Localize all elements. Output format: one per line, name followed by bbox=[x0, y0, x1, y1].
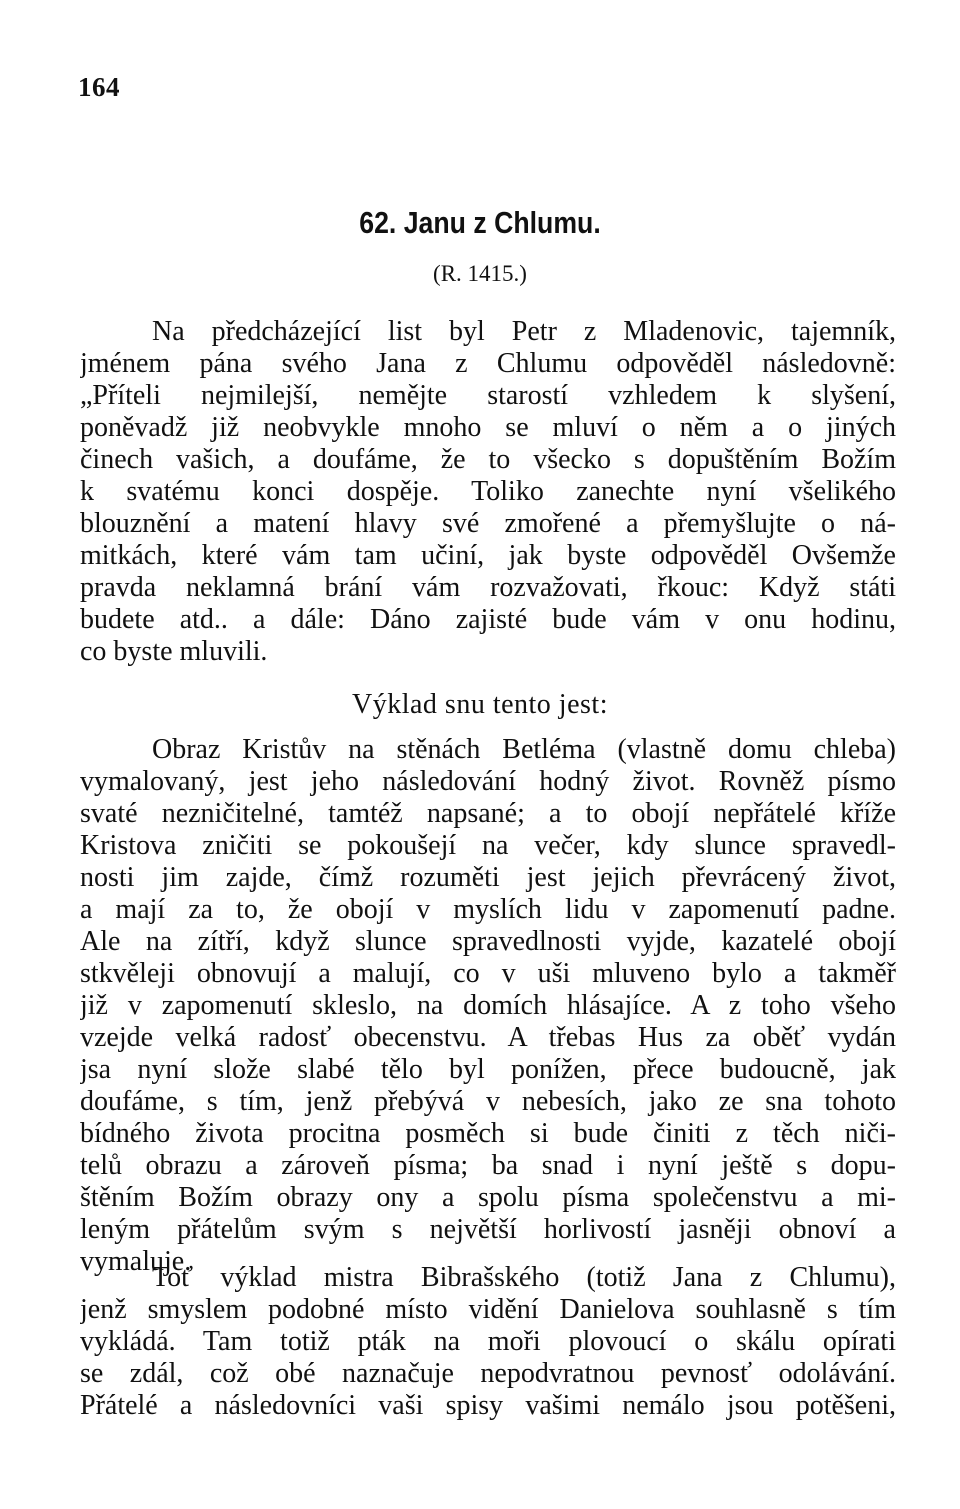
text-line: již v zapomenutí skleslo, na domích hlásajíce. A z toho všeho bbox=[80, 990, 896, 1021]
text-line: Obraz Kristův na stěnách Betléma (vlastně domu chleba) bbox=[152, 734, 896, 765]
letter-date: (R. 1415.) bbox=[433, 261, 527, 286]
text-line: doufáme, s tím, jenž přebývá v nebesích, jako ze sna tohoto bbox=[80, 1086, 896, 1117]
text-line: a mají za to, že obojí v myslích lidu v zapomenutí padne. bbox=[80, 894, 896, 925]
text-line: mitkách, které vám tam učiní, jak byste odpověděl Ovšemže bbox=[80, 540, 896, 571]
text-line: Toť výklad mistra Bibrašského (totiž Jana z Chlumu), bbox=[152, 1262, 896, 1293]
text-line: vzejde velká radosť obecenstvu. A třebas Hus za oběť vydán bbox=[80, 1022, 896, 1053]
text-line: budete atd.. a dále: Dáno zajisté bude vám v onu hodinu, bbox=[80, 604, 896, 635]
text-line: poněvadž již neobvykle mnoho se mluví o něm a o jiných bbox=[80, 412, 896, 443]
text-line: vymalovaný, jest jeho následování hodný život. Rovněž písmo bbox=[80, 766, 896, 797]
text-line: Přátelé a následovníci vaši spisy vašimi nemálo jsou potěšeni, bbox=[80, 1390, 896, 1421]
text-line: bídného života procitna posměch si bude činiti z těch niči- bbox=[80, 1118, 896, 1149]
text-line: nosti jim zajde, čímž rozuměti jest jejich převrácený život, bbox=[80, 862, 896, 893]
text-line: štěním Božím obrazy ony a spolu písma společenstvu a mi- bbox=[80, 1182, 896, 1213]
text-line: stkvěleji obnovují a malují, co v uši mluveno bylo a takměř bbox=[80, 958, 896, 989]
text-line: pravda neklamná brání vám rozvažovati, řkouc: Když státi bbox=[80, 572, 896, 603]
text-line: jenž smyslem podobné místo vidění Danielova souhlasně s tím bbox=[80, 1294, 896, 1325]
text-line: leným přátelům svým s největší horlivostí jasněji obnoví a bbox=[80, 1214, 896, 1245]
text-line: telů obrazu a zároveň písma; ba snad i nyní ještě s dopu- bbox=[80, 1150, 896, 1181]
paragraph-1 bbox=[80, 316, 896, 668]
text-line: Na předcházející list byl Petr z Mladenovic, tajemník, bbox=[152, 316, 896, 347]
text-line: Kristova zničiti se pokoušejí na večer, kdy slunce spravedl- bbox=[80, 830, 896, 861]
text-line: činech vašich, a doufáme, že to všecko s dopuštěním Božím bbox=[80, 444, 896, 475]
text-line: „Příteli nejmilejší, nemějte starostí vzhledem k slyšení, bbox=[80, 380, 896, 411]
paragraph-2 bbox=[80, 734, 896, 1278]
text-line: k svatému konci dospěje. Toliko zanechte nyní všelikého bbox=[80, 476, 896, 507]
text-line: vymaluje. bbox=[80, 1246, 192, 1277]
text-line: jménem pána svého Jana z Chlumu odpověděl následovně: bbox=[80, 348, 896, 379]
letter-heading: 62. Janu z Chlumu. bbox=[359, 205, 601, 240]
paragraph-3 bbox=[80, 1262, 896, 1422]
text-line: co byste mluvili. bbox=[80, 636, 268, 667]
text-line: blouznění a matení hlavy své zmořené a přemyšlujte o ná- bbox=[80, 508, 896, 539]
text-line: jsa nyní slože slabé tělo byl ponížen, přece budoucně, jak bbox=[80, 1054, 896, 1085]
page-number: 164 bbox=[78, 72, 120, 102]
text-line: vykládá. Tam totiž pták na moři plovoucí o skálu opírati bbox=[80, 1326, 896, 1357]
text-line: svaté nezničitelné, tamtéž napsané; a to obojí nepřátelé kříže bbox=[80, 798, 896, 829]
text-line: se zdál, což obé naznačuje nepodvratnou pevnosť odolávání. bbox=[80, 1358, 896, 1389]
text-line: Ale na zítří, když slunce spravedlnosti vyjde, kazatelé obojí bbox=[80, 926, 896, 957]
section-subheading: Výklad snu tento jest: bbox=[352, 689, 608, 720]
